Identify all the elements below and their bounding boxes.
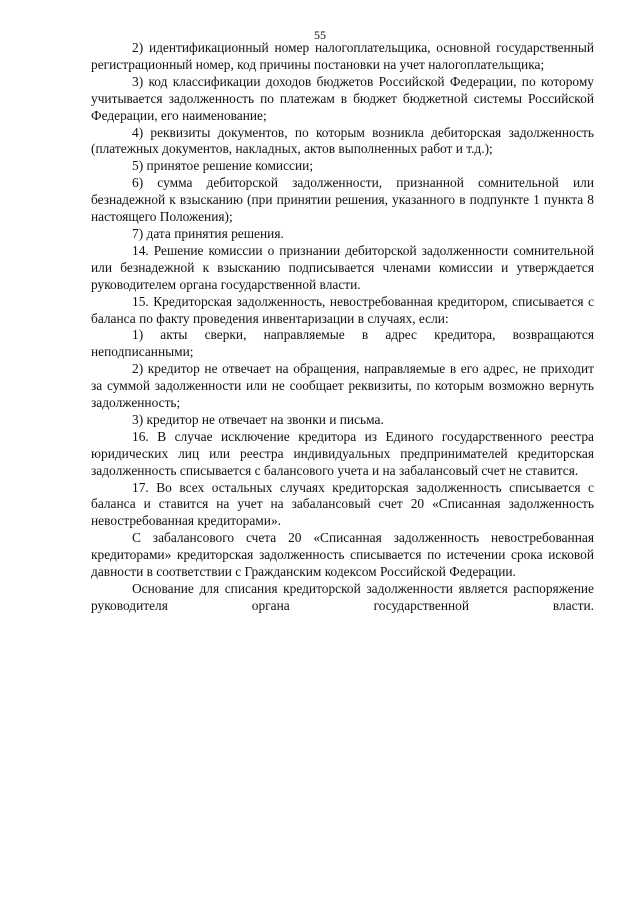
- paragraph-item-2: 2) идентификационный номер налогоплательщика, основной государственный регистрационный номер, код причины постановки на учет налогоплательщика;: [91, 40, 594, 72]
- paragraph-item-4: 4) реквизиты документов, по которым возникла дебиторская задолженность (платежных документов, накладных, актов выполненных работ и т.д.);: [91, 124, 594, 157]
- paragraph-item-5: 5) принятое решение комиссии;: [132, 158, 314, 174]
- paragraph-case-3: 3) кредитор не отвечает на звонки и письма.: [132, 411, 384, 427]
- paragraph-basis: Основание для списания кредиторской задолженности является распоряжение руководителя органа государственной власти.: [91, 581, 594, 613]
- body-text: [91, 40, 594, 615]
- paragraph-item-3: 3) код классификации доходов бюджетов Российской Федерации, по которому учитывается задолженность по платежам в бюджет бюджетной системы Российской Федерации, его наименование;: [91, 73, 594, 123]
- paragraph-clause-15: 15. Кредиторская задолженность, невостребованная кредитором, списывается с баланса по факту проведения инвентаризации в случаях, если:: [91, 293, 594, 326]
- paragraph-item-7: 7) дата принятия решения.: [132, 225, 284, 241]
- paragraph-case-2: 2) кредитор не отвечает на обращения, направляемые в его адрес, не приходит за суммой задолженности или не сообщает реквизиты, по которым возможно вернуть задолженность;: [91, 361, 594, 411]
- paragraph-case-1: 1) акты сверки, направляемые в адрес кредитора, возвращаются неподписанными;: [91, 327, 594, 360]
- paragraph-item-6: 6) сумма дебиторской задолженности, признанной сомнительной или безнадежной к взысканию (при принятии решения, указанного в подпункте 1 пункта 8 настоящего Положения);: [91, 175, 594, 225]
- paragraph-clause-14: 14. Решение комиссии о признании дебиторской задолженности сомнительной или безнадежной к взысканию подписывается членами комиссии и утверждается руководителем органа государственной власти.: [91, 242, 594, 292]
- paragraph-clause-16: 16. В случае исключение кредитора из Единого государственного реестра юридических лиц или реестра индивидуальных предпринимателей кредиторская задолженность списывается с балансового учета и на забалансовый счет не ставится.: [91, 428, 594, 478]
- page-number: 55: [314, 28, 326, 42]
- paragraph-account-20: С забалансового счета 20 «Списанная задолженность невостребованная кредиторами» кредиторская задолженность списывается по истечении срока исковой давности в соответствии с Гражданским кодексом Российской Федерации.: [91, 530, 594, 580]
- paragraph-clause-17: 17. Во всех остальных случаях кредиторская задолженность списывается с баланса и ставится на учет на забалансовый счет 20 «Списанная задолженность невостребованная кредиторами».: [91, 479, 594, 529]
